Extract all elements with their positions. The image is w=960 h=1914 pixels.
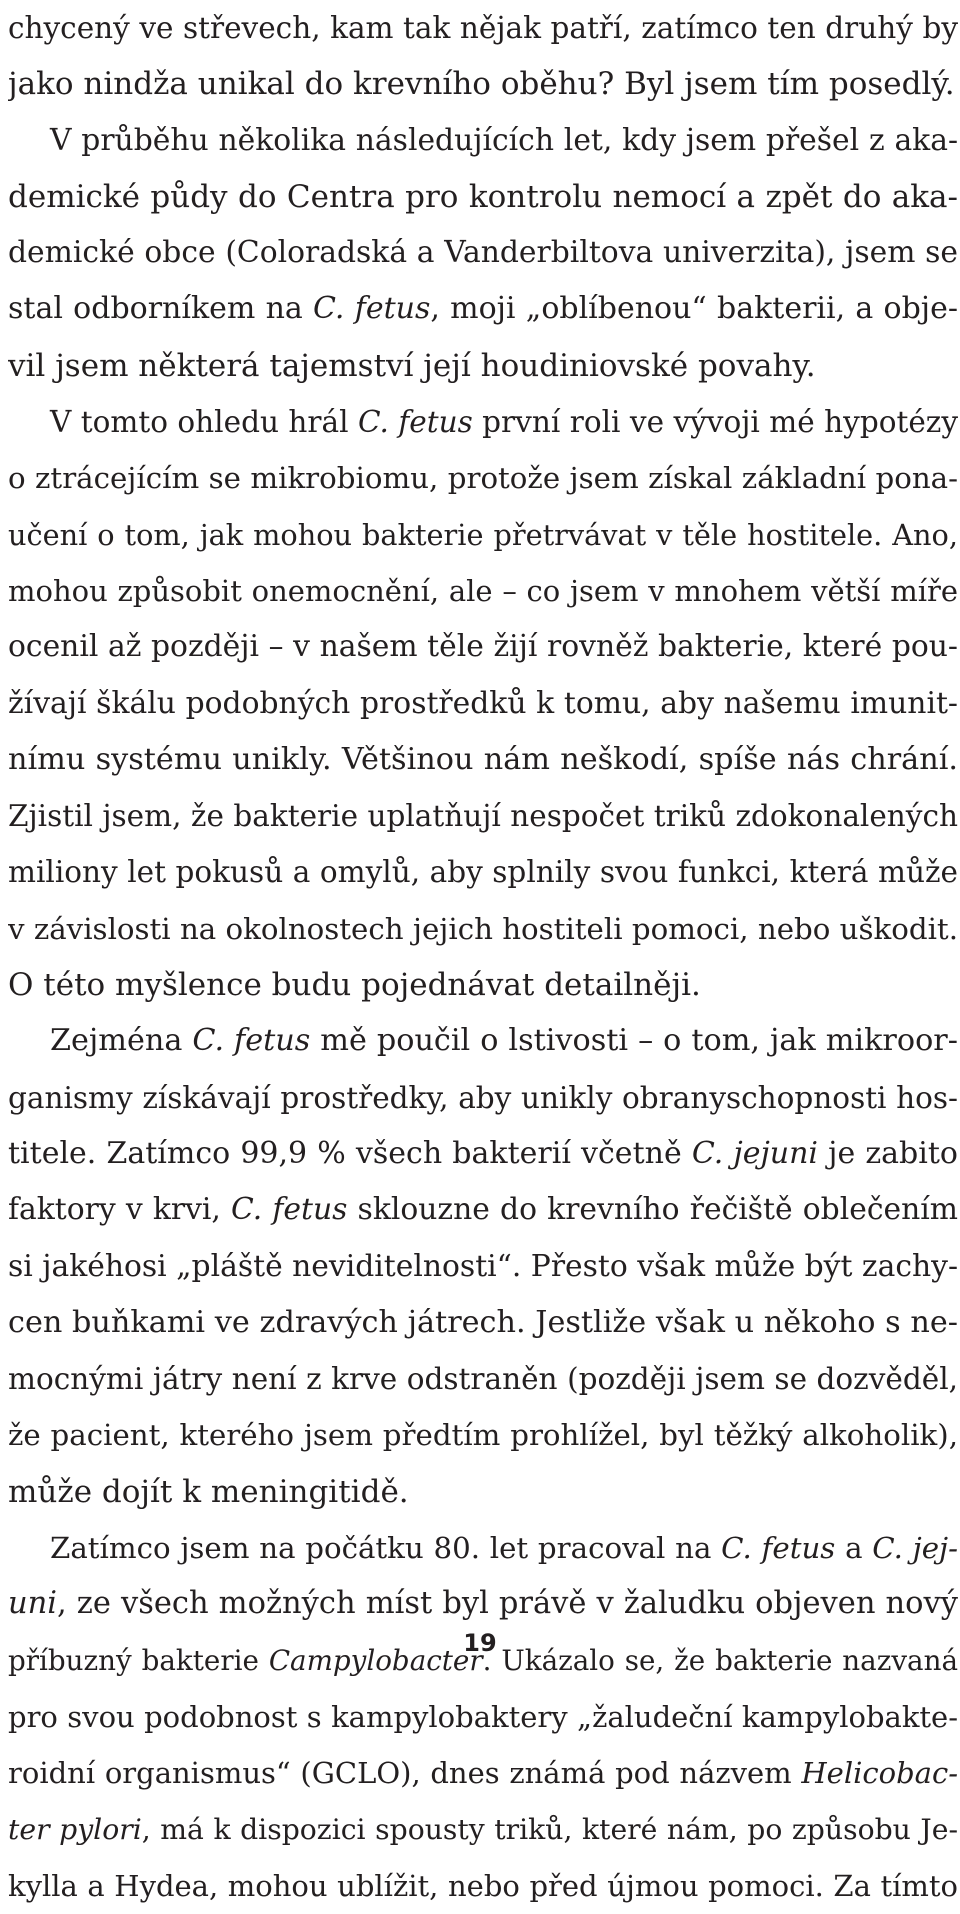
text-segment: , ze všech možných míst byl právě v žaludku objeven nový (57, 1586, 958, 1622)
text-line (8, 1407, 958, 1463)
text-segment: jako nindža unikal do krevního oběhu? Byl jsem tím posedlý. (8, 66, 955, 103)
text-line (8, 1802, 958, 1858)
text-line (8, 1295, 958, 1351)
text-segment: , moji „oblíbenou“ bakterii, a obje- (430, 291, 958, 327)
text-segment: mě poučil o lstivosti – o tom, jak mikroor- (310, 1023, 958, 1059)
text-segment: faktory v krvi, (8, 1192, 232, 1228)
text-line (8, 1070, 958, 1126)
text-line (8, 1576, 958, 1632)
italic-term: Campylobacter (268, 1643, 483, 1677)
text-segment: si jakéhosi „pláště neviditelnosti“. Přesto však může být zachy- (8, 1248, 958, 1284)
italic-term: ter pylori (8, 1812, 142, 1846)
text-line (8, 0, 958, 56)
text-line (8, 1745, 958, 1801)
text-line (8, 281, 958, 337)
text-segment: ganismy získávají prostředky, aby unikly obranyschopnosti hos- (8, 1080, 958, 1115)
text-segment: je zabito (818, 1135, 958, 1171)
text-segment: první roli ve vývoji mé hypotézy (472, 405, 958, 440)
text-segment: o ztrácejícím se mikrobiomu, protože jsem získal základní pona- (8, 461, 958, 496)
italic-term: uni (8, 1586, 58, 1622)
italic-term: C. jej- (872, 1531, 958, 1566)
text-line (8, 844, 958, 900)
text-segment: ocenil až později – v našem těle žijí rovněž bakterie, které pou- (8, 629, 958, 665)
italic-term: C. fetus (192, 1023, 311, 1059)
text-line (8, 676, 958, 732)
text-segment: nímu systému unikly. Většinou nám neškodí, spíše nás chrání. (8, 741, 958, 777)
text-line (8, 507, 958, 563)
text-line (8, 788, 958, 844)
italic-term: C. jejuni (691, 1135, 819, 1171)
text-segment: Zejména (50, 1023, 193, 1059)
text-line (8, 1182, 958, 1238)
text-segment: Zjistil jsem, že bakterie uplatňují nespočet triků zdokonalených (8, 799, 958, 834)
italic-term: C. fetus (313, 291, 431, 327)
italic-term: C. fetus (721, 1531, 836, 1566)
text-line (8, 1013, 958, 1069)
text-line (8, 56, 958, 112)
text-segment: roidní organismus“ (GCLO), dnes známá pod názvem (8, 1756, 802, 1791)
text-line (8, 1126, 958, 1182)
text-line (8, 113, 958, 169)
text-segment: příbuzný bakterie (8, 1643, 269, 1677)
text-line (8, 1239, 958, 1295)
text-segment: a (835, 1531, 873, 1566)
text-line (8, 338, 958, 394)
text-line (8, 619, 958, 675)
text-segment: chycený ve střevech, kam tak nějak patří, zatímco ten druhý by (8, 11, 958, 45)
text-segment: O této myšlence budu pojednávat detailněji. (8, 967, 701, 1004)
text-segment: sklouzne do krevního řečiště oblečením (347, 1192, 958, 1228)
body-text (8, 0, 958, 1914)
text-line (8, 1689, 958, 1745)
text-segment: může dojít k meningitidě. (8, 1473, 409, 1510)
text-segment: miliony let pokusů a omylů, aby splnily svou funkci, která může (8, 855, 958, 890)
italic-term: Helicobac- (801, 1756, 958, 1791)
text-line (8, 563, 958, 619)
text-line (8, 1351, 958, 1407)
text-segment: demické půdy do Centra pro kontrolu nemocí a zpět do aka- (8, 178, 958, 215)
text-line (8, 394, 958, 450)
text-line (8, 1858, 958, 1914)
italic-term: C. fetus (231, 1192, 348, 1228)
text-line (8, 957, 958, 1013)
text-segment: , má k dispozici spousty triků, které nám, po způsobu Je- (141, 1812, 958, 1846)
text-segment: stal odborníkem na (8, 291, 314, 327)
text-segment: demické obce (Coloradská a Vanderbiltova univerzita), jsem se (8, 235, 958, 271)
text-line (8, 225, 958, 281)
text-segment: Zatímco jsem na počátku 80. let pracoval na (50, 1531, 722, 1566)
text-line (8, 1464, 958, 1520)
text-line (8, 450, 958, 506)
text-segment: mohou způsobit onemocnění, ale – co jsem v mnohem větší míře (8, 573, 958, 608)
text-segment: . Ukázalo se, že bakterie nazvaná (482, 1643, 958, 1677)
text-line (8, 169, 958, 225)
page-number: 19 (463, 1629, 497, 1657)
text-segment: kylla a Hydea, mohou ublížit, nebo před újmou pomoci. Za tímto (8, 1868, 958, 1903)
text-segment: žívají škálu podobných prostředků k tomu, aby našemu imunit- (8, 685, 958, 721)
text-segment: že pacient, kterého jsem předtím prohlížel, byl těžký alkoholik), (8, 1418, 958, 1453)
text-line (8, 732, 958, 788)
text-segment: mocnými játry není z krve odstraněn (později jsem se dozvěděl, (8, 1362, 958, 1397)
text-segment: V tomto ohledu hrál (50, 405, 358, 440)
text-segment: cen buňkami ve zdravých játrech. Jestliže však u někoho s ne- (8, 1304, 958, 1340)
text-line (8, 901, 958, 957)
text-segment: učení o tom, jak mohou bakterie přetrvávat v těle hostitele. Ano, (8, 517, 958, 552)
text-segment: vil jsem některá tajemství její houdiniovské povahy. (8, 347, 816, 384)
text-segment: v závislosti na okolnostech jejich hostiteli pomoci, nebo uškodit. (8, 911, 958, 946)
text-segment: pro svou podobnost s kampylobaktery „žaludeční kampylobakte- (8, 1699, 958, 1734)
text-line (8, 1520, 958, 1576)
italic-term: C. fetus (357, 405, 473, 440)
text-segment: titele. Zatímco 99,9 % všech bakterií včetně (8, 1135, 692, 1171)
text-segment: V průběhu několika následujících let, kdy jsem přešel z aka- (50, 122, 958, 158)
